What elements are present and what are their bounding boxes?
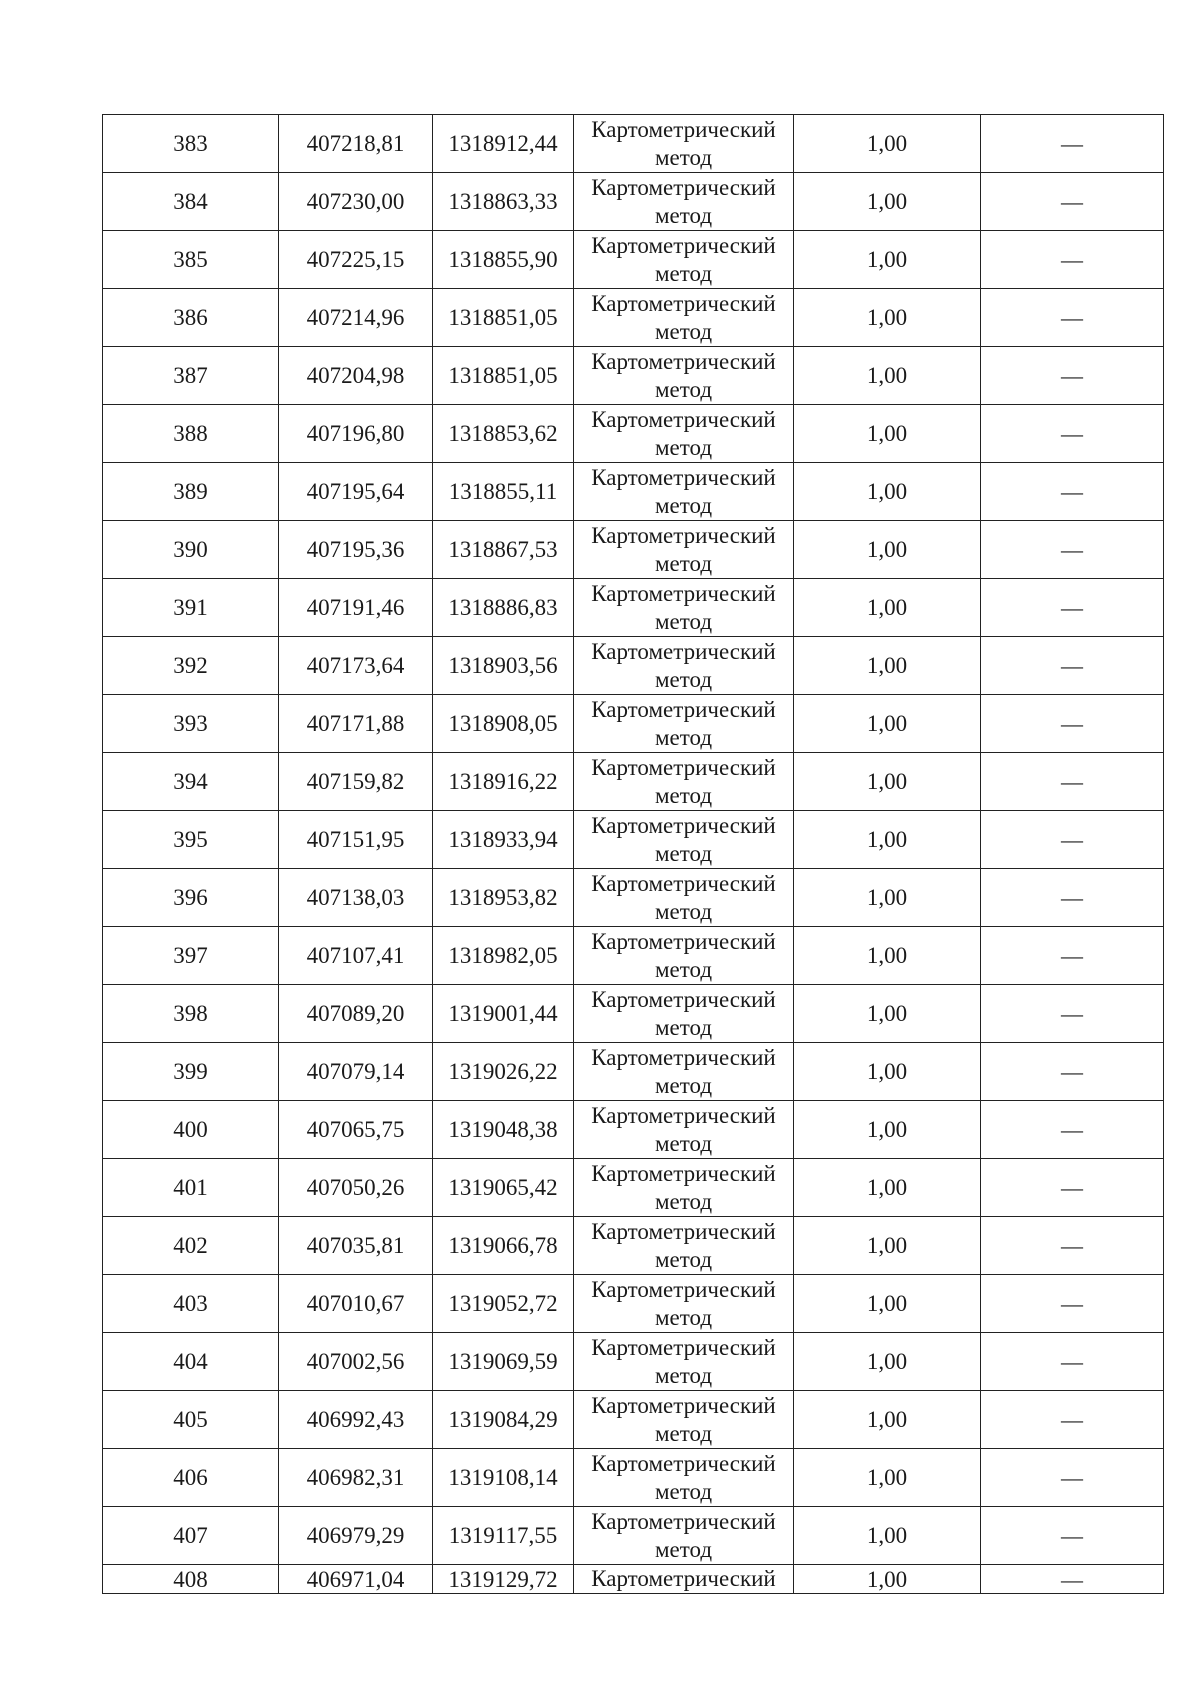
- point-number-cell: 386: [103, 289, 279, 347]
- point-number-cell: 393: [103, 695, 279, 753]
- table-row: [103, 1217, 1164, 1275]
- y-coordinate-cell: 1318867,53: [433, 521, 574, 579]
- accuracy-cell: 1,00: [794, 1101, 981, 1159]
- accuracy-cell: 1,00: [794, 115, 981, 173]
- note-cell: —: [981, 1507, 1164, 1565]
- y-coordinate-cell: 1319065,42: [433, 1159, 574, 1217]
- x-coordinate-cell: 407050,26: [279, 1159, 433, 1217]
- method-cell: Картометрический метод: [574, 405, 794, 463]
- accuracy-cell: 1,00: [794, 811, 981, 869]
- table-row: [103, 463, 1164, 521]
- x-coordinate-cell: 407010,67: [279, 1275, 433, 1333]
- point-number-cell: 392: [103, 637, 279, 695]
- x-coordinate-cell: 406979,29: [279, 1507, 433, 1565]
- x-coordinate-cell: 407173,64: [279, 637, 433, 695]
- point-number-cell: 399: [103, 1043, 279, 1101]
- table-row: [103, 1101, 1164, 1159]
- method-cell: Картометрический метод: [574, 927, 794, 985]
- x-coordinate-cell: 407035,81: [279, 1217, 433, 1275]
- note-cell: —: [981, 811, 1164, 869]
- point-number-cell: 403: [103, 1275, 279, 1333]
- y-coordinate-cell: 1318851,05: [433, 289, 574, 347]
- note-cell: —: [981, 1101, 1164, 1159]
- method-cell: Картометрический метод: [574, 463, 794, 521]
- method-cell: Картометрический метод: [574, 695, 794, 753]
- y-coordinate-cell: 1318982,05: [433, 927, 574, 985]
- method-cell: Картометрический метод: [574, 1507, 794, 1565]
- point-number-cell: 406: [103, 1449, 279, 1507]
- note-cell: —: [981, 985, 1164, 1043]
- x-coordinate-cell: 407159,82: [279, 753, 433, 811]
- note-cell: —: [981, 405, 1164, 463]
- y-coordinate-cell: 1318912,44: [433, 115, 574, 173]
- x-coordinate-cell: 407138,03: [279, 869, 433, 927]
- table-row: [103, 1507, 1164, 1565]
- note-cell: —: [981, 1217, 1164, 1275]
- note-cell: —: [981, 521, 1164, 579]
- table-row: [103, 637, 1164, 695]
- note-cell: —: [981, 1043, 1164, 1101]
- method-cell: Картометрический метод: [574, 753, 794, 811]
- accuracy-cell: 1,00: [794, 579, 981, 637]
- method-cell: Картометрический метод: [574, 811, 794, 869]
- y-coordinate-cell: 1318886,83: [433, 579, 574, 637]
- point-number-cell: 404: [103, 1333, 279, 1391]
- table-row: [103, 811, 1164, 869]
- y-coordinate-cell: 1319001,44: [433, 985, 574, 1043]
- x-coordinate-cell: 407214,96: [279, 289, 433, 347]
- point-number-cell: 398: [103, 985, 279, 1043]
- y-coordinate-cell: 1319108,14: [433, 1449, 574, 1507]
- method-cell: Картометрический метод: [574, 1101, 794, 1159]
- note-cell: —: [981, 753, 1164, 811]
- point-number-cell: 407: [103, 1507, 279, 1565]
- y-coordinate-cell: 1318916,22: [433, 753, 574, 811]
- accuracy-cell: 1,00: [794, 927, 981, 985]
- accuracy-cell: 1,00: [794, 637, 981, 695]
- y-coordinate-cell: 1318933,94: [433, 811, 574, 869]
- table-row: [103, 1391, 1164, 1449]
- note-cell: —: [981, 289, 1164, 347]
- x-coordinate-cell: 407225,15: [279, 231, 433, 289]
- note-cell: —: [981, 695, 1164, 753]
- table-row: [103, 927, 1164, 985]
- note-cell: —: [981, 463, 1164, 521]
- note-cell: —: [981, 637, 1164, 695]
- table-row: [103, 1333, 1164, 1391]
- y-coordinate-cell: 1319129,72: [433, 1565, 574, 1594]
- point-number-cell: 401: [103, 1159, 279, 1217]
- x-coordinate-cell: 407218,81: [279, 115, 433, 173]
- y-coordinate-cell: 1319052,72: [433, 1275, 574, 1333]
- table-row: [103, 289, 1164, 347]
- y-coordinate-cell: 1319048,38: [433, 1101, 574, 1159]
- accuracy-cell: 1,00: [794, 521, 981, 579]
- y-coordinate-cell: 1318855,11: [433, 463, 574, 521]
- method-cell: Картометрический метод: [574, 579, 794, 637]
- x-coordinate-cell: 406992,43: [279, 1391, 433, 1449]
- method-cell: Картометрический метод: [574, 347, 794, 405]
- point-number-cell: 395: [103, 811, 279, 869]
- x-coordinate-cell: 407171,88: [279, 695, 433, 753]
- point-number-cell: 391: [103, 579, 279, 637]
- x-coordinate-cell: 407079,14: [279, 1043, 433, 1101]
- x-coordinate-cell: 407204,98: [279, 347, 433, 405]
- table-row: [103, 1275, 1164, 1333]
- accuracy-cell: 1,00: [794, 405, 981, 463]
- x-coordinate-cell: 406971,04: [279, 1565, 433, 1594]
- method-cell: Картометрический метод: [574, 231, 794, 289]
- method-cell: Картометрический метод: [574, 289, 794, 347]
- y-coordinate-cell: 1318903,56: [433, 637, 574, 695]
- method-cell: Картометрический метод: [574, 1391, 794, 1449]
- method-cell: Картометрический метод: [574, 1159, 794, 1217]
- table-row: [103, 173, 1164, 231]
- point-number-cell: 394: [103, 753, 279, 811]
- accuracy-cell: 1,00: [794, 173, 981, 231]
- table-row: [103, 521, 1164, 579]
- point-number-cell: 405: [103, 1391, 279, 1449]
- point-number-cell: 397: [103, 927, 279, 985]
- method-cell: Картометрический метод: [574, 521, 794, 579]
- x-coordinate-cell: 406982,31: [279, 1449, 433, 1507]
- point-number-cell: 389: [103, 463, 279, 521]
- accuracy-cell: 1,00: [794, 695, 981, 753]
- x-coordinate-cell: 407195,36: [279, 521, 433, 579]
- accuracy-cell: 1,00: [794, 347, 981, 405]
- point-number-cell: 384: [103, 173, 279, 231]
- y-coordinate-cell: 1318855,90: [433, 231, 574, 289]
- y-coordinate-cell: 1319069,59: [433, 1333, 574, 1391]
- x-coordinate-cell: 407065,75: [279, 1101, 433, 1159]
- x-coordinate-cell: 407089,20: [279, 985, 433, 1043]
- y-coordinate-cell: 1318853,62: [433, 405, 574, 463]
- y-coordinate-cell: 1319066,78: [433, 1217, 574, 1275]
- table-row: [103, 115, 1164, 173]
- x-coordinate-cell: 407191,46: [279, 579, 433, 637]
- accuracy-cell: 1,00: [794, 463, 981, 521]
- method-cell: Картометрический метод: [574, 1449, 794, 1507]
- point-number-cell: 388: [103, 405, 279, 463]
- accuracy-cell: 1,00: [794, 753, 981, 811]
- note-cell: —: [981, 173, 1164, 231]
- y-coordinate-cell: 1319084,29: [433, 1391, 574, 1449]
- accuracy-cell: 1,00: [794, 1391, 981, 1449]
- accuracy-cell: 1,00: [794, 1565, 981, 1594]
- table-row: [103, 1449, 1164, 1507]
- method-cell: Картометрический метод: [574, 173, 794, 231]
- note-cell: —: [981, 115, 1164, 173]
- point-number-cell: 385: [103, 231, 279, 289]
- y-coordinate-cell: 1318851,05: [433, 347, 574, 405]
- accuracy-cell: 1,00: [794, 1449, 981, 1507]
- table-row: [103, 1565, 1164, 1594]
- y-coordinate-cell: 1318908,05: [433, 695, 574, 753]
- y-coordinate-cell: 1318863,33: [433, 173, 574, 231]
- method-cell: Картометрический метод: [574, 869, 794, 927]
- note-cell: —: [981, 579, 1164, 637]
- method-cell: Картометрический метод: [574, 637, 794, 695]
- table-row: [103, 985, 1164, 1043]
- method-cell: Картометрический метод: [574, 985, 794, 1043]
- note-cell: —: [981, 347, 1164, 405]
- accuracy-cell: 1,00: [794, 289, 981, 347]
- accuracy-cell: 1,00: [794, 231, 981, 289]
- note-cell: —: [981, 927, 1164, 985]
- accuracy-cell: 1,00: [794, 1043, 981, 1101]
- point-number-cell: 400: [103, 1101, 279, 1159]
- y-coordinate-cell: 1318953,82: [433, 869, 574, 927]
- x-coordinate-cell: 407002,56: [279, 1333, 433, 1391]
- x-coordinate-cell: 407151,95: [279, 811, 433, 869]
- table-row: [103, 695, 1164, 753]
- table-row: [103, 1159, 1164, 1217]
- note-cell: —: [981, 231, 1164, 289]
- point-number-cell: 387: [103, 347, 279, 405]
- note-cell: —: [981, 1565, 1164, 1594]
- accuracy-cell: 1,00: [794, 1507, 981, 1565]
- x-coordinate-cell: 407196,80: [279, 405, 433, 463]
- method-cell: Картометрический метод: [574, 1043, 794, 1101]
- x-coordinate-cell: 407230,00: [279, 173, 433, 231]
- coordinates-table: [102, 114, 1164, 1594]
- accuracy-cell: 1,00: [794, 1275, 981, 1333]
- method-cell: Картометрический метод: [574, 1275, 794, 1333]
- table-row: [103, 231, 1164, 289]
- method-cell: Картометрический: [574, 1565, 794, 1594]
- accuracy-cell: 1,00: [794, 869, 981, 927]
- x-coordinate-cell: 407195,64: [279, 463, 433, 521]
- table-row: [103, 753, 1164, 811]
- table-row: [103, 1043, 1164, 1101]
- point-number-cell: 396: [103, 869, 279, 927]
- point-number-cell: 408: [103, 1565, 279, 1594]
- accuracy-cell: 1,00: [794, 1333, 981, 1391]
- y-coordinate-cell: 1319117,55: [433, 1507, 574, 1565]
- table-row: [103, 347, 1164, 405]
- point-number-cell: 402: [103, 1217, 279, 1275]
- accuracy-cell: 1,00: [794, 985, 981, 1043]
- method-cell: Картометрический метод: [574, 115, 794, 173]
- point-number-cell: 390: [103, 521, 279, 579]
- y-coordinate-cell: 1319026,22: [433, 1043, 574, 1101]
- table-row: [103, 579, 1164, 637]
- note-cell: —: [981, 1391, 1164, 1449]
- note-cell: —: [981, 1159, 1164, 1217]
- table-row: [103, 869, 1164, 927]
- note-cell: —: [981, 1333, 1164, 1391]
- point-number-cell: 383: [103, 115, 279, 173]
- method-cell: Картометрический метод: [574, 1217, 794, 1275]
- note-cell: —: [981, 1449, 1164, 1507]
- method-cell: Картометрический метод: [574, 1333, 794, 1391]
- table-row: [103, 405, 1164, 463]
- note-cell: —: [981, 1275, 1164, 1333]
- note-cell: —: [981, 869, 1164, 927]
- x-coordinate-cell: 407107,41: [279, 927, 433, 985]
- accuracy-cell: 1,00: [794, 1217, 981, 1275]
- table-body: [103, 115, 1164, 1594]
- accuracy-cell: 1,00: [794, 1159, 981, 1217]
